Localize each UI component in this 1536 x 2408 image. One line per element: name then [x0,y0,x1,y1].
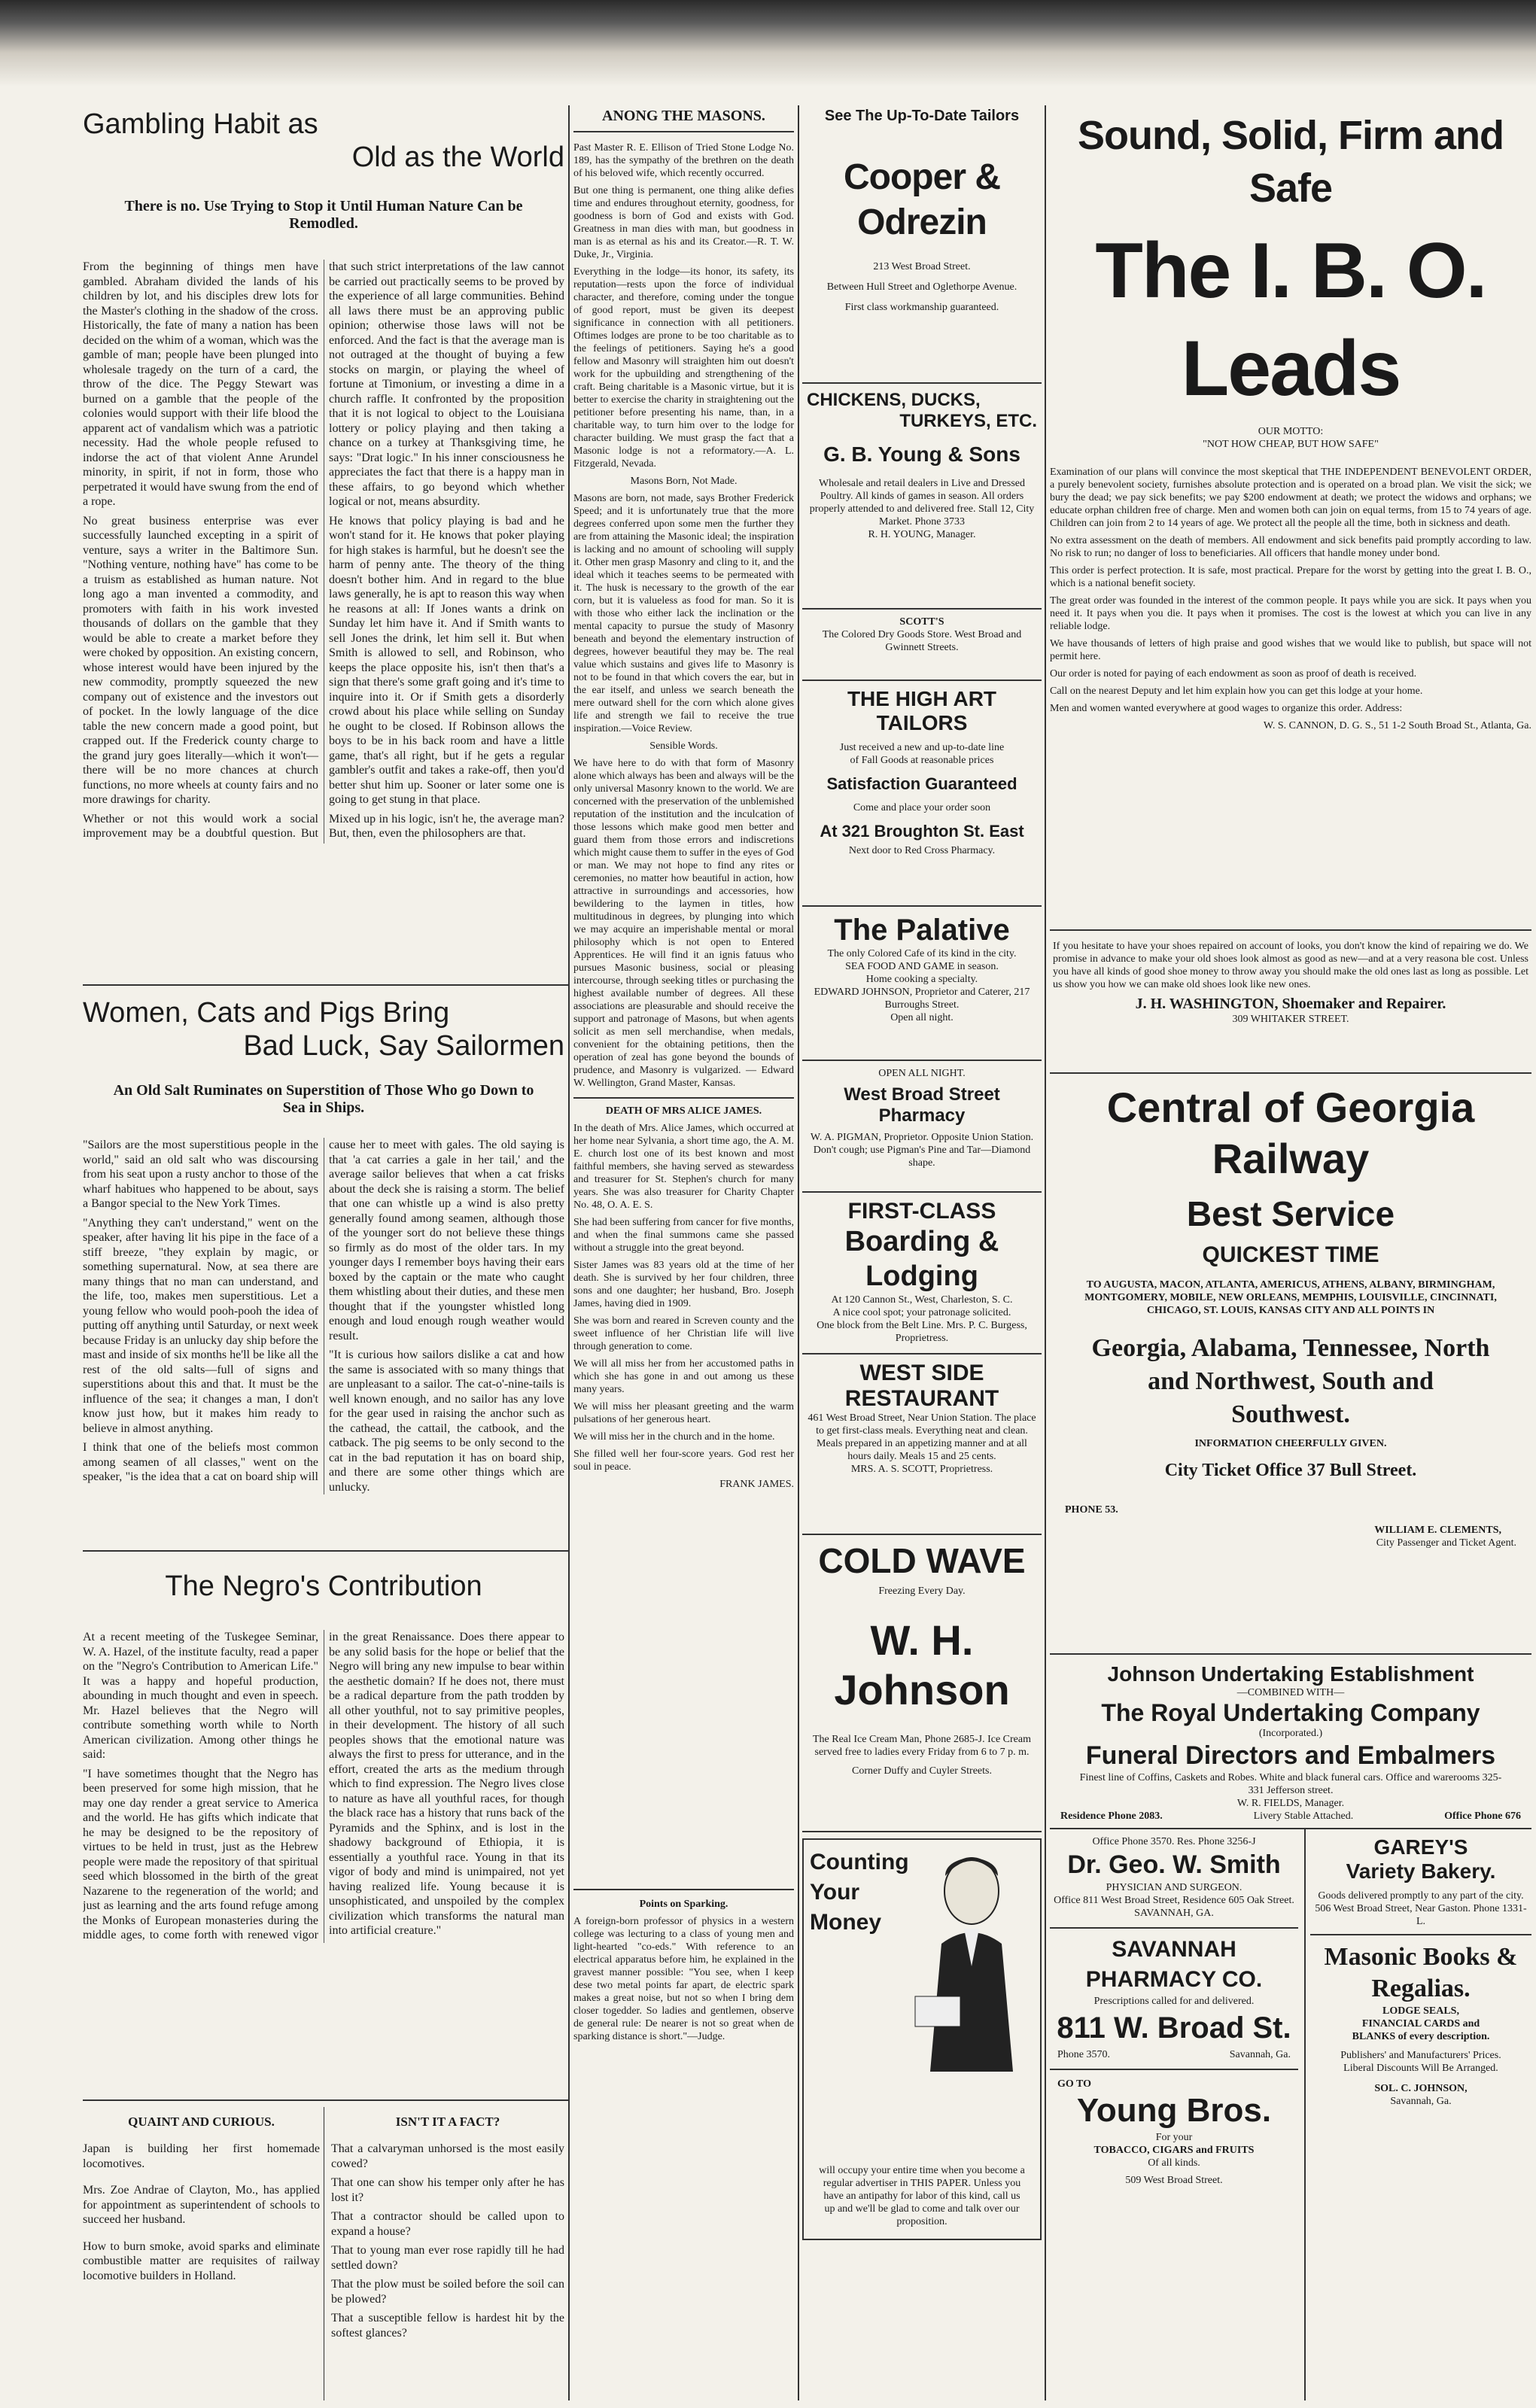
paragraph: But one thing is permanent, one thing alike defies time and endures throughout eternity, goodness, for goodness is born of God and exists with God. Greatness in man dies with man, but goodness in man is as eternal as his and its Creator.—R. T. W. Duke, Jr., Virginia. [573,185,794,260]
paragraph: Examination of our plans will convince the most skeptical that THE INDEPENDENT BENEVOLENT ORDER, a purely benevolent society, furnishes absolute protection and is operated on a broad plan. We visit the sick; we bury the dead; we pay sick benefits; we pay $200 endowment at death; we protect the widows and orphans; we educate orphan children free of charge. Men and women both can join on equal terms, from 15 to 74 years of age. Children can join from 2 to 14 years of age. We protect all the people all the time, both in sickness and death. [1050,467,1531,529]
ad-counting-your-money [802,1838,1042,2240]
ad-name: Young Bros. [1076,2092,1272,2129]
paragraph: "It is curious how sailors dislike a cat and how the same is associated with so many things that are unpleasant to a sailor. The cat-o'-nine-tails is well known enough, and no sailor has any love for the gear used in raising the anchor such as the cathead, the cattail, the catbook, and the catback. The pig seems to be only second to the cat in the bad reputation it has on board ship, and there are some other things which are unlucky. [329,1348,564,1494]
ad-name: Regalias. [1371,1975,1471,2002]
ad-text: (Incorporated.) [1258,1728,1323,1739]
ad-text: Next door to Red Cross Pharmacy. [848,845,996,856]
ad-address: At 321 Broughton St. East [820,822,1024,841]
column-masons [573,102,794,1885]
ad-text: TO AUGUSTA, MACON, ATLANTA, AMERICUS, ATHENS, ALBANY, BIRMINGHAM, MONTGOMERY, MOBILE, NEW ORLEANS, MEMPHIS, LOUISVILLE, CINCINNATI, CHICAGO, ST. LOUIS, KANSAS CITY AND ALL POINTS IN [1084,1279,1497,1316]
ad-text: Come and place your order soon [853,802,991,813]
paragraph: We will miss her pleasant greeting and the warm pulsations of her generous heart. [573,1401,794,1425]
ad-text: Wholesale and retail dealers in Live and Dressed Poultry. All kinds of games in season. All orders properly attended to and delivered free. Stall 12, City Market. Phone 3733 [809,478,1035,528]
ad-text: Livery Stable Attached. [1253,1811,1354,1822]
ad-cold-wave [802,1535,1042,1832]
ad-name: Cooper & Odrezin [844,157,1000,242]
ad-text: —COMBINED WITH— [1236,1687,1345,1698]
ad-heading: and Northwest, South and [1148,1367,1434,1395]
ad-text: Liberal Discounts Will Be Arranged. [1343,2063,1498,2074]
ad-text: Finest line of Coffins, Caskets and Robes. White and black funeral cars. Office and warerooms 325-331 Jefferson street. [1079,1772,1502,1796]
ad-text: 461 West Broad Street, Near Union Station. The place to get first-class meals. Everything neat and clean. Meals prepared in an appetizing manner and at all hours daily. Meals 15 and 25 cents. [808,1412,1036,1462]
ad-address: 213 West Broad Street. [873,261,971,272]
ad-name: Railway [1212,1135,1370,1182]
ad-text: TOBACCO, CIGARS and FRUITS [1093,2145,1255,2156]
section-title: DEATH OF MRS ALICE JAMES. [605,1105,762,1117]
section-divider [83,1550,568,1552]
ad-text: One block from the Belt Line. Mrs. P. C. Burgess, Proprietress. [817,1320,1027,1344]
column-rule [568,105,570,2400]
ad-text: will occupy your entire time when you become a regular advertiser in THIS PAPER. Unless you have an antipathy for labor of this kind, call us up and we'll be glad to come and talk over our proposition. [819,2165,1025,2227]
paragraph: Everything in the lodge—its honor, its safety, its reputation—rests upon the force of individual character, and therefore, coming under the tongue of good report, must be given its deepest significance in connection with all petitioners. Oftimes lodges are prone to be too charitable as to the feelings of petitioners. Saying he's a good fellow and Masonry will straighten him out doesn't work for the upbuilding and strengthening of the craft. Being charitable is a Masonic virtue, but it is better to exercise the charity in straightening out the petitioner before presenting his name, than, in a charitable way, to turn him over to the lodge for character building. We must grasp the fact that a Masonic lodge is not a reformatory.—A. L. Fitzgerald, Nevada. [573,266,794,470]
ad-text: Home cooking a specialty. [865,974,978,985]
ad-address: 509 West Broad Street. [1125,2175,1223,2186]
paragraph: Mixed up in his logic, isn't he, the average man? But, then, even the philosophers are that. [329,812,564,840]
paragraph: We have here to do with that form of Masonry alone which always has been and always will be the only universal Masonry known to the world. We are concerned with the preservation of the unblemished reputation of the institution and the inculcation of those lessons which make good men better and guard them from those errors and indiscretions which might cause them to suffer in the eyes of God or man. We may not hope to find any rites or ceremonies, no matter how beautiful in action, how attractive in surroundings and accessories, how bewildering to the laymen in titles, how multitudinous in degrees, by plunging into which we may acquire an imperishable mental or moral philosophy which is not open to Entered Apprentices. He will find it an ignis fatuus who pursues Masonic business, social or pleasing intercourse, through seeking titles or purchasing the highest available number of degrees. All these associations are pleasurable and should receive the support and patronage of Masons, but when agents solicit as men sell merchandise, when medals, convenient for the obtaining petitions, then the operation of zeal has gone beyond the bounds of prudence, and Masonry is vulgarized. — Edward W. Wellington, Grand Master, Kansas. [573,758,794,1089]
ad-text: SEA FOOD AND GAME in season. [845,961,999,972]
paragraph: He knows that policy playing is bad and he won't stand for it. He knows that poker playing for high stakes is harmful, but he doesn't see the harm of penny ante. The theory of the thing doesn't bother him. And in regard to the blue laws generally, he is apt to reason this way when he reasons at all: If Jones wants a drink on Sunday let him have it. And if Smith wants to sell Jones the drink, let him sell it. But when Smith is allowed to sell, and Robinson, who keeps the place opposite his, isn't then that's a sign that there's some graft going and it's time to inquire into it. Or if Smith gets a disorderly crowd about his place while selling on Sunday he ought to be closed. If Robinson allows the boys to be in his back room and have a little game, that's all right, but if he gets a regular gambler's outfit and takes a rake-off, then you'd better shut him up. Sooner or later some one is going to get stung in that place. [329,514,564,806]
ad-name: Boarding & Lodging [844,1226,999,1292]
motto: "NOT HOW CHEAP, BUT HOW SAFE" [1203,439,1379,450]
ad-text: GO TO [1057,2078,1092,2090]
motto-label: OUR MOTTO: [1258,426,1324,437]
section-title: ANONG THE MASONS. [573,102,794,132]
ad-text: PHONE 53. [1065,1504,1118,1516]
ad-text: R. H. YOUNG, Manager. [868,529,976,540]
ad-cooper-odrezin [802,102,1042,384]
column-ads-middle [802,102,1042,2400]
ad-heading: Counting Your Money [810,1850,909,1935]
ad-heading: TURKEYS, ETC. [899,411,1037,431]
paragraph: Past Master R. E. Ellison of Tried Stone Lodge No. 189, has the sympathy of the brethren on the death of his beloved wife, which recently occurred. [573,142,794,179]
column-rule [798,105,799,2400]
subhead: Sensible Words. [649,740,718,752]
ad-text: INFORMATION CHEERFULLY GIVEN. [1194,1438,1387,1449]
paragraph: This order is perfect protection. It is safe, most practical. Prepare for the worst by getting into the great I. B. O., which is a national benefit society. [1050,565,1531,589]
ad-name: Johnson Undertaking Establishment [1107,1662,1474,1686]
item: Mrs. Zoe Andrae of Clayton, Mo., has applied for appointment as superintendent of schools to succeed her husband. [83,2184,320,2226]
ad-high-art-tailors [802,681,1042,907]
headline: The Negro's Contribution [165,1570,482,1602]
headline-line2: Bad Luck, Say Sailormen [243,1030,564,1062]
ad-text: The only Colored Cafe of its kind in the city. [827,948,1017,959]
address: W. S. CANNON, D. G. S., 51 1-2 South Broad St., Atlanta, Ga. [1263,720,1531,731]
ad-heading: Best Service [1186,1194,1395,1233]
ad-washington-shoes [1050,931,1531,1074]
paragraph: Whether or not this would work a social improvement may be a doubtful question. But that such strict interpretations of the law cannot be carried out practically seems to be proved by the experience of all large communities. Behind all laws there must be an approving public opinion; otherwise those laws will not be enforced. And the fact is that the average man is not outraged at the thought of buying a few stocks on margin, or playing the wheel of fortune at Timonium, or investing a dime in a church raffle. It confronted by the proposition that it is not logical to object to the Louisiana lottery or policy playing and then taking a chance on a turkey at Thanksgiving time, he says: "Drat logic." In his inner consciousness he appreciates the fact that there is a happy man in these affairs, to go beyond which whether logical or not, means absurdity. [83,260,564,840]
column-ads-right [1050,102,1531,2400]
ad-text: For your [1155,2132,1193,2143]
article-body [83,1630,564,1943]
article-body [83,1138,564,1494]
ad-text: Corner Duffy and Cuyler Streets. [852,1765,992,1777]
ad-text: Publishers' and Manufacturers' Prices. [1340,2050,1501,2061]
ad-text: W. R. FIELDS, Manager. [1236,1798,1345,1809]
ad-text: W. A. PIGMAN, Proprietor. Opposite Union Station. Don't cough; use Pigman's Pine and Tar—Diamond shape. [810,1132,1034,1169]
paragraph: A foreign-born professor of physics in a western college was lecturing to a class of young men and light-hearted "co-eds." With reference to an electrical apparatus before him, he explained in the gravest manner possible: "You see, when I keep dese two metal points far apart, de electric spark makes a great noise, but not so when I bring dem closer togedder. So ladies and gentlemen, observe de general rule: De nearer is not so great when de sparking distance is short."—Judge. [573,1916,794,2042]
article-women-cats-pigs [83,992,564,1549]
ad-young-sons [802,384,1042,610]
paragraph: "Sailors are the most superstitious people in the world," said an old salt who was discoursing from his seat upon a rusty anchor to those of the wharf habitues who happened to be about, says a Bangor special to the New York Times. [83,1139,318,1210]
ad-name: GAREY'S [1373,1835,1468,1859]
column-rule [1045,105,1046,2400]
item: How to burn smoke, avoid sparks and eliminate combustible matter are requisites of railway locomotive builders in Holland. [83,2239,320,2282]
ad-west-side-restaurant [802,1354,1042,1535]
subheadline: An Old Salt Ruminates on Superstition of Those Who go Down to Sea in Ships. [113,1082,534,1116]
paragraph: She filled well her four-score years. God rest her soul in peace. [573,1449,794,1473]
paragraph: She was born and reared in Screven county and the sweet influence of her Christian life will live through generation to come. [573,1315,794,1352]
section-divider [83,984,568,986]
ad-left-stack [1050,1829,1298,2187]
ad-tagline: See The Up-To-Date Tailors [824,108,1020,124]
item: That a calvaryman unhorsed is the most easily cowed? [331,2142,564,2170]
ad-text: Office Phone 3570. Res. Phone 3256-J [1092,1836,1256,1847]
ad-text: Goods delivered promptly to any part of the city. 506 West Broad Street, Near Gaston. Phone 1331-L. [1315,1890,1527,1927]
item: That the plow must be soiled before the soil can be plowed? [331,2278,564,2306]
ad-name: SAVANNAH PHARMACY CO. [1085,1937,1263,1992]
ad-text: SOL. C. JOHNSON, [1374,2083,1468,2094]
ad-slogan: Sound, Solid, Firm and Safe [1078,113,1504,211]
ad-text: Prescriptions called for and delivered. [1093,1996,1255,2007]
ad-text: First class workmanship guaranteed. [844,302,999,313]
section-title: Points on Sparking. [639,1899,728,1910]
subhead: Masons Born, Not Made. [630,476,738,487]
ad-text: OPEN ALL NIGHT. [878,1068,966,1079]
ad-name: Variety Bakery. [1346,1859,1496,1883]
ad-ibo [1050,109,1531,931]
article-sparking [573,1889,794,2402]
paragraph: We have thousands of letters of high praise and good wishes that we would like to publish, but space will not permit here. [1050,638,1531,662]
ad-heading: QUICKEST TIME [1202,1242,1379,1267]
ad-text: Phone 3570. [1057,2049,1110,2060]
column-quaint-curious [83,2107,320,2400]
bottom-ads [1050,1829,1531,2400]
paragraph: No extra assessment on the death of members. All endowment and sick benefits paid promptly according to law. No risk to run; no danger of loss to beneficiaries. All officers that handle money under bond. [1050,535,1531,559]
ad-right-stack [1310,1829,1531,2108]
ad-address: 811 W. Broad St. [1057,2011,1291,2045]
ad-name: W. H. Johnson [834,1616,1010,1713]
ad-text: City Ticket Office 37 Bull Street. [1164,1461,1417,1480]
ad-name: The Palative [834,914,1010,947]
signature: FRANK JAMES. [719,1479,794,1490]
paragraph: Our order is noted for paying of each endowment as soon as proof of death is received. [1050,668,1417,680]
ad-pharmacy [802,1061,1042,1193]
paragraph: Sister James was 83 years old at the time of her death. She is survived by her four children, three sons and one daughter; her husband, Bro. Joseph James, having died in 1909. [573,1260,794,1309]
item: That to young man ever rose rapidly till he had settled down? [331,2244,564,2272]
torn-top-edge [0,0,1536,90]
ad-name: Dr. Geo. W. Smith [1067,1850,1281,1879]
ad-central-of-georgia [1050,1081,1531,1655]
paragraph: "Anything they can't understand," went on the speaker, after having lit his pipe in the face of a stiff breeze, "they explain by magic, or something supernatural. Now, at sea there are many things that no man can understand, and the life, too, makes men superstitious. Let a young fellow who would pooh-pooh the idea of putting off anything until Saturday, or next week because Friday is an unlucky day ship before the mast and inside of six months he'll be like all the rest of the old salts—full of signs and superstitions about this and that. It must be the influence of the sea; it changes a man, I don't know just how, but it makes him ready to believe in almost anything. [83,1216,318,1435]
ad-palative [802,907,1042,1061]
article-negro-contribution [83,1556,564,2098]
ad-scotts [802,610,1042,681]
item: That a contractor should be called upon to expand a house? [331,2210,564,2238]
ad-text: MRS. A. S. SCOTT, Proprietress. [850,1464,993,1475]
paragraph: Men and women wanted everywhere at good wages to organize this order. Address: [1050,703,1403,714]
ad-heading: CHICKENS, DUCKS, [807,390,981,410]
ad-text: Open all night. [890,1012,954,1023]
ad-text: The Real Ice Cream Man, Phone 2685-J. Ice Cream served free to ladies every Friday from 6 to 7 p. m. [812,1734,1031,1758]
ad-text: Residence Phone 2083. [1060,1811,1163,1822]
ad-heading: COLD WAVE [818,1541,1026,1580]
section-title: QUAINT AND CURIOUS. [128,2115,275,2129]
ad-heading: Georgia, Alabama, Tennessee, North [1091,1334,1490,1362]
ad-address: At 120 Cannon St., West, Charleston, S. C. [831,1294,1013,1306]
paragraph: No great business enterprise was ever successfully launched excepting in a spirit of venture, says a writer in the Baltimore Sun. "Nothing venture, nothing have" has come to be a truism as established as human nature. Not long ago a man invented a commodity, and promoters with faith in his work invested thousands of dollars on the gamble that they would be able to create a market before they were choked by opposition. An existing concern, whose interest would have been injured by the new commodity, promptly squeezed the new company out of existence and the investors out of pocket. In the lowly language of the dice table the new concern made a good point, but crapped out. If the Frederick county charge to the grand jury goes literally—which it won't—there will be no more chances at church functions, no more wheels at county fairs and no more drawings for charity. [83,514,318,806]
ad-name: G. B. Young & Sons [823,442,1020,466]
ad-heading: Satisfaction Guaranteed [826,774,1017,793]
ad-text: BLANKS of every description. [1352,2031,1490,2042]
item: Japan is building her first homemade locomotives. [83,2142,320,2170]
ad-undertaking [1050,1662,1531,1829]
paragraph: If you hesitate to have your shoes repaired on account of looks, you don't know the kind of repairing we do. We promise in advance to make your old shoes look almost as good as new—and at a very reasona ble cost. Unless you have all kinds of good shoe money to throw away you should make the old ones last as long as possible. Let us show you how we can make old shoes look like new ones. [1053,941,1528,990]
paragraph: In the death of Mrs. Alice James, which occurred at her home near Sylvania, a short time ago, the A. M. E. church lost one of its best known and most faithful members, she having served as stewardess and treasurer for St. Stephen's church for many years. She was also treasurer for Charity Chapter No. 48, O. A. E. S. [573,1123,794,1211]
ad-name: WEST SIDE RESTAURANT [844,1361,999,1411]
paragraph: At a recent meeting of the Tuskegee Seminar, W. A. Hazel, of the institute faculty, read a paper on the "Negro's Contribution to American Life." It was a happy and hopeful production, abounding in much thought and even in speech. Mr. Hazel believes that the Negro will contribute something worth while to North American civilization. Among other things he said: [83,1631,318,1761]
paragraph: We will all miss her from her accustomed paths in which she has gone in and out among us these many years. [573,1358,794,1395]
item: That a susceptible fellow is hardest hit by the softest glances? [331,2312,564,2340]
paragraph: The great order was founded in the interest of the common people. It pays while you are sick. It pays when you need it. It pays when you die. It pays when it promises. The cost is the lowest at which you can live in any reliable lodge. [1050,595,1531,632]
ad-text: Savannah, Ga. [1390,2096,1452,2107]
paragraph: From the beginning of things men have gambled. Abraham divided the lands of his children by lot, and his disciples drew lots for the Master's clothing in the shadow of the cross. Historically, the fate of many a nation has been decided on the whim of a woman, which was the gamble of man; people have been plunged into wholesale tragedy on the turn of a card, the throw of the dice. The Peggy Stewart was burned on a gamble that the people of the colonies would support with their life blood the apparent act of vandalism which was a patriotic necessity. Had the whole people refused to indorse the act of that violent Anne Arundel minority, in spirit, if not in form, those who perpetrated it would have swung from the end of a rope. [83,260,318,508]
paragraph: She had been suffering from cancer for five months, and when the final summons came she passed without a struggle into the great beyond. [573,1217,794,1254]
headline-line1: Gambling Habit as [83,108,318,140]
subheadline: There is no. Use Trying to Stop it Until Human Nature Can be Remodled. [124,198,523,232]
ad-name: SCOTT'S [899,616,944,628]
ad-text: City Passenger and Ticket Agent. [1376,1537,1516,1549]
headline-line1: Women, Cats and Pigs Bring [83,997,450,1029]
ad-heading: Funeral Directors and Embalmers [1085,1741,1496,1770]
ad-text: SAVANNAH, GA. [1134,1908,1214,1919]
ad-text: PHYSICIAN AND SURGEON. [1106,1882,1242,1893]
ad-text: FINANCIAL CARDS and [1361,2018,1480,2029]
ad-name: J. H. WASHINGTON, Shoemaker and Repairer. [1135,996,1446,1012]
ad-heading: Southwest. [1231,1400,1350,1428]
item: That one can show his temper only after he has lost it? [331,2176,564,2204]
ad-text: Office 811 West Broad Street, Residence 605 Oak Street. [1054,1895,1294,1906]
paragraph: Masons are born, not made, says Brother Frederick Speed; and it is unfortunately true that the more degrees conferred upon some men the further they are from attaining the Masonic ideal; the inspiration is lacking and no amount of schooling will supply it. Other men grasp Masonry and cling to it, and the ideal which it teaches seems to be permeated with it. The husk is necessary to the growth of the ear corn, but it is valueless as food for man. So it is with those who either lack the inclination or the mental capacity to pursue the study of Masonry beneath and beyond the elementary instruction of degrees, however beautiful they may be. The real value which sustains and gives life to Masonry is not to be found in that which covers the ear, but in the ear itself, and unless we search beneath the mere outward shell for the corn which alone gives life and strength we fail to receive the true inspiration.—Voice Review. [573,493,794,734]
ad-name: THE HIGH ART TAILORS [847,687,997,734]
ad-text: Of all kinds. [1148,2157,1200,2169]
ad-text: A nice cool spot; your patronage solicited. [832,1307,1011,1318]
paragraph: Call on the nearest Deputy and let him explain how you can get this lodge at your home. [1050,686,1423,697]
ad-boarding [802,1193,1042,1354]
address: 309 WHITAKER STREET. [1232,1014,1349,1025]
ad-text: Savannah, Ga. [1229,2049,1291,2060]
paragraph: We will miss her in the church and in the home. [573,1431,775,1443]
paragraph: I think that one of the beliefs most common among seamen of all classes," went on the speaker, "is the idea that a cat on board ship will cause her to meet with gales. The old saying is that 'a cat carries a gale in her tail,' and the average sailor believes that when a cat frisks about the deck she is raising a storm. The belief that one can whistle up a wind is also pretty generally found among seamen, although those of the younger sort do not believe these things so firmly as do most of the older tars. In my younger days I remember boys having their ears boxed by the captain or the mate who caught them whistling about their duties, and these men thought that if the youngster whistled long enough and loud enough rough weather would result. [83,1139,564,1483]
ad-name: The I. B. O. Leads [1095,227,1486,412]
ad-text: The Colored Dry Goods Store. West Broad and Gwinnett Streets. [822,629,1022,653]
ad-text: WILLIAM E. CLEMENTS, [1374,1525,1501,1536]
ad-text: LODGE SEALS, [1382,2005,1459,2017]
ad-text: Between Hull Street and Oglethorpe Avenue. [826,281,1017,293]
ad-text: Office Phone 676 [1444,1811,1521,1822]
ad-text: Just received a new and up-to-date line of Fall Goods at reasonable prices [839,742,1005,766]
ad-name: Central of Georgia [1106,1084,1475,1131]
ad-name: Masonic Books & [1324,1943,1518,1971]
ad-text: Freezing Every Day. [878,1586,966,1597]
ad-text: EDWARD JOHNSON, Proprietor and Caterer, 217 Burroughs Street. [814,987,1030,1011]
ad-heading: FIRST-CLASS [847,1199,996,1224]
column-isnt-it-a-fact [331,2107,564,2400]
section-divider [83,2099,568,2101]
section-title: ISN'T IT A FACT? [395,2115,500,2129]
article-gambling [83,102,564,986]
paragraph: "I have sometimes thought that the Negro has been preserved for some high mission, that he may one day render a great service to America and the world. He has gifts which indicate that he may be designed to be the repository of virtues to be held in trust, just as the Hebrew people were made the repository of that spiritual seed which blossomed in the birth of the great Nazarene to the regeneration of the world; and just as learning and the arts found refuge among the Monks of European monasteries during the middle ages, to come forth with renewed vigor in the great Renaissance. Does there appear to be any solid basis for the hope or belief that the Negro will bring any new impulse to bear within the aesthetic domain? If he does not, there must be a radical departure from the path trodden by all other youthful, not to say primitive peoples, in their development. The history of all such peoples shows that the emotional nature was always the first to press for utterance, and in the effort, created the arts as the medium through which to find expression. The Negro lives close to nature as have all youthful races, for though the black race has a history that runs back of the Pyramids and the Sphinx, and is lost in the shadowy background of Ethiopia, it is essentially a youthful race. Young in that its vigor of body and mind is unimpaired, not yet having realized life. Young because it is unsophisticated, and unspoiled by the complex civilization which transforms the natural man into artificial creature." [83,1631,564,1941]
article-body [83,260,564,844]
man-illustration [900,1846,1036,2072]
ad-name: The Royal Undertaking Company [1101,1699,1480,1726]
headline-line2: Old as the World [351,141,564,173]
ad-name: West Broad Street Pharmacy [844,1084,1000,1126]
